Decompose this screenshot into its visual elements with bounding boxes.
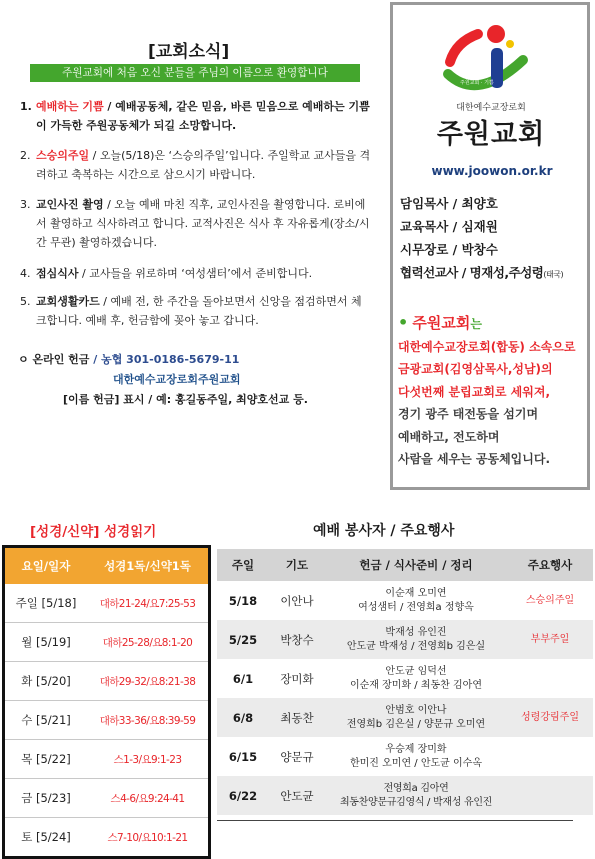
denomination: 대한예수교장로회 [456,103,526,113]
column-header: 기도 [269,549,325,581]
table-row: 6/15 양문규 우승제 장미화 한미진 오미연 / 안도균 이수옥 [228,743,482,769]
staff-row: 협력선교사 / 명재성,주성령(태국) [400,265,564,280]
description-line: 경기 광주 태전동을 섬기며 [398,407,539,421]
staff-list [400,192,590,286]
news-item-1: 1. 예배하는 기쁨 / 예배공동체, 같은 믿음, 바른 믿음으로 예배하는 기쁨이 가득한 주원공동체가 되길 소망합니다. [20,100,370,132]
divider [217,820,573,821]
news-item-head: 교회생활카드 [36,295,100,308]
welcome-banner: 주원교회에 처음 오신 분들을 주님의 이름으로 환영합니다 [30,64,360,82]
church-name: 주원교회 [436,119,546,150]
table-row: 5/25 박창수 박재성 유인진 안도균 박재성 / 전영희b 김은실 부부주일 [217,620,593,659]
news-item-text: / 오늘(5/18)은 ‘스승의주일’입니다. 주일학교 교사들을 격려하고 축복하는 시간으로 삼으시기 바랍니다. [36,149,371,181]
description-line: 예배하고, 전도하며 [398,429,500,444]
table-row: 6/8 최동찬 안범호 이안나 전영희b 김은실 / 양문규 오미연 성령강림주일 [217,698,593,737]
bullet-icon: • [398,313,409,332]
offering-note: [이름 헌금] 표시 / 예: 홍길동주일, 최양호선교 등. [63,393,308,406]
news-item-text: / 예배공동체, 같은 믿음, 바른 믿음으로 예배하는 기쁨이 가득한 주원공동체가 되길 소망합니다. [36,100,370,132]
column-header: 주일 [217,549,269,581]
table-row: 화 [5/20] 대하29-32/요8:21-38 [4,662,210,701]
news-title: [교회소식] [148,42,230,62]
bible-reading-title: [성경/신약] 성경읽기 [30,524,157,540]
church-logo-icon [438,22,543,102]
online-offering-label: ㅇ 온라인 헌금 [18,353,90,366]
news-item-2: 2. 스승의주일 / 오늘(5/18)은 ‘스승의주일’입니다. 주일학교 교사들을 격려하고 축복하는 시간으로 삼으시기 바랍니다. [20,149,371,181]
news-item-head: 점심식사 [36,267,79,280]
church-description: • 주원교회는 대한예수교장로회(합동) 소속으로 금광교회(김영삼목사,성남)의 다섯번째 분립교회로 세워져, 경기 광주 태전동을 섬기며 예배하고, 전도하며 사람을 세우는 공동체입니다. [398,312,588,471]
online-offering [18,350,378,410]
description-line: 금광교회(김영삼목사,성남)의 [398,362,553,376]
column-header: 주요행사 [507,549,593,581]
description-church-name: 주원교회 [412,314,471,332]
description-line: 사람을 세우는 공동체입니다. [398,452,551,466]
service-title: 예배 봉사자 / 주요행사 [313,523,455,539]
news-item-text: / 예배 전, 한 주간을 돌아보면서 신앙을 점검하면서 체크합니다. 예배 후, 헌금함에 꽂아 놓고 갑니다. [36,295,362,327]
table-row: 주일 [5/18] 대하21-24/요7:25-53 [4,584,210,623]
news-item-head: 스승의주일 [36,149,90,162]
staff-row: 담임목사 / 최양호 [400,196,498,211]
column-header: 요일/일자 [4,547,88,585]
news-item-3: 3. 교인사진 촬영 / 오늘 예배 마친 직후, 교인사진을 촬영합니다. 로비에서 촬영하고 식사하려고 합니다. 교적사진은 식사 후 자유롭게(장소/시간 무관) 촬영하겠습니다. [20,198,370,249]
news-item-head: 교인사진 촬영 [36,198,104,211]
table-row: 6/1 장미화 안도균 임덕선 이순재 장미화 / 최동찬 김아연 [232,665,482,691]
bank-account: / 농협 301-0186-5679-11 [89,353,240,366]
news-item-text: / 오늘 예배 마친 직후, 교인사진을 촬영합니다. 로비에서 촬영하고 식사하려고 합니다. 교적사진은 식사 후 자유롭게(장소/시간 무관) 촬영하겠습니다. [36,198,370,249]
table-row: 6/22 안도균 전영희a 김아연 최동찬양문규김영식 / 박재성 유인진 [217,776,593,815]
news-item-5: 5. 교회생활카드 / 예배 전, 한 주간을 돌아보면서 신앙을 점검하면서 체크합니다. 예배 후, 헌금함에 꽂아 놓고 갑니다. [20,295,362,327]
bible-reading-table [2,545,211,859]
table-row: 토 [5/24] 스7-10/요10:1-21 [21,830,188,844]
column-header: 헌금 / 식사준비 / 정리 [325,549,507,581]
column-header: 성경1독/신약1독 [87,547,210,585]
table-row: 월 [5/19] 대하25-28/요8:1-20 [4,623,210,662]
staff-row: 교육목사 / 심재원 [400,219,498,234]
news-item-4: 4. 점심식사 / 교사들을 위로하며 ‘여성샘터’에서 준비합니다. [20,267,313,280]
news-item-text: / 교사들을 위로하며 ‘여성샘터’에서 준비합니다. [78,267,313,280]
news-item-head: 예배하는 기쁨 [36,100,104,113]
church-website-link[interactable]: www.joowon.or.kr [431,164,553,178]
logo-caption: 주원교회 · 기쁨 [460,80,494,86]
staff-row: 시무장로 / 박창수 [400,242,498,257]
account-holder: 대한예수교장로회주원교회 [113,373,241,386]
table-row: 목 [5/22] 스1-3/요9:1-23 [4,740,210,779]
description-line: 대한예수교장로회(합동) 소속으로 [398,339,576,354]
table-row: 5/18 이안나 이순재 오미연 여성샘터 / 전영희a 정향옥 스승의주일 [228,587,575,613]
table-row: 수 [5/21] 대하33-36/요8:39-59 [4,701,210,740]
service-table [217,549,593,815]
description-line: 다섯번째 분립교회로 세워져, [398,384,551,399]
table-row: 금 [5/23] 스4-6/요9:24-41 [4,779,210,818]
